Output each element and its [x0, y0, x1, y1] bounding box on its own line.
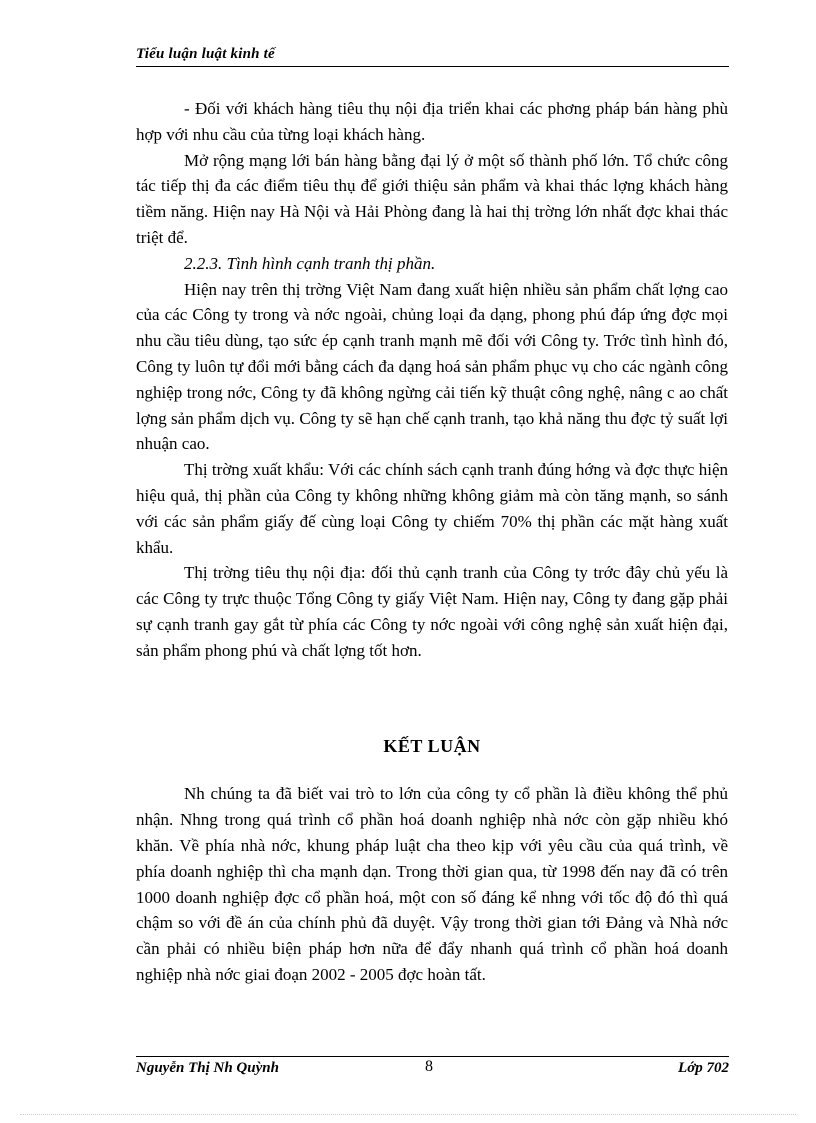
page-header — [136, 46, 729, 67]
footer-class: Lớp 702 — [678, 1060, 729, 1076]
section-heading: 2.2.3. Tình hình cạnh tranh thị phần. — [184, 253, 436, 273]
paragraph: Thị trờng tiêu thụ nội địa: đối thủ cạnh tranh của Công ty trớc đây chủ yếu là các Công ty trực thuộc Tổng Công ty giấy Việt Nam. Hiện nay, Công ty đang gặp phải sự cạnh tranh gay gắt từ phía các Công ty nớc ngoài với công nghệ sản xuất hiện đại, sản phẩm phong phú và chất lợng tốt hơn. — [136, 563, 728, 660]
paragraph: Thị trờng xuất khẩu: Với các chính sách cạnh tranh đúng hớng và đợc thực hiện hiệu quả, thị phần của Công ty không những không giảm mà còn tăng mạnh, so sánh với các sản phẩm giấy đế cùng loại Công ty chiếm 70% thị phần các mặt hàng xuất khẩu. — [136, 460, 728, 557]
conclusion-title: KẾT LUẬN — [383, 735, 481, 756]
footer-author: Nguyễn Thị Nh Quỳnh — [136, 1060, 279, 1076]
paragraph: Hiện nay trên thị trờng Việt Nam đang xuất hiện nhiều sản phẩm chất lợng cao của các Công ty trong và nớc ngoài, chủng loại đa dạng, phong phú đáp ứng đợc mọi nhu cầu tiêu dùng, tạo sức ép cạnh tranh mạnh mẽ đối với Công ty. Trớc tình hình đó, Công ty luôn tự đổi mới bằng cách đa dạng hoá sản phẩm phục vụ cho các ngành công nghiệp trong nớc, Công ty đã không ngừng cải tiến kỹ thuật công nghệ, nâng c ao chất lợng sản phẩm dịch vụ. Công ty sẽ hạn chế cạnh tranh, tạo khả năng thu đợc tỷ suất lợi nhuận cao. — [136, 279, 728, 454]
document-body — [136, 96, 728, 988]
page-number: 8 — [425, 1058, 433, 1075]
page-edge-divider — [20, 1114, 796, 1115]
page-footer — [136, 1056, 729, 1077]
conclusion-paragraph: Nh chúng ta đã biết vai trò to lớn của công ty cổ phần là điều không thể phủ nhận. Nhng trong quá trình cổ phần hoá doanh nghiệp nhà nớc còn gặp nhiều khó khăn. Về phía nhà nớc, khung pháp luật cha theo kịp với yêu cầu của quá trình, về phía doanh nghiệp thì cha mạnh dạn. Trong thời gian qua, từ 1998 đến nay đã có trên 1000 doanh nghiệp đợc cổ phần hoá, một con số đáng kể nhng với tốc độ đó thì quá chậm so với đề án của chính phủ đã duyệt. Vậy trong thời gian tới Đảng và Nhà nớc cần phải có nhiều biện pháp hơn nữa để đẩy nhanh quá trình cổ phần hoá doanh nghiệp nhà nớc giai đoạn 2002 - 2005 đợc hoàn tất. — [136, 784, 728, 984]
header-title: Tiểu luận luật kinh tế — [136, 46, 275, 62]
paragraph: - Đối với khách hàng tiêu thụ nội địa triển khai các phơng pháp bán hàng phù hợp với nhu cầu của từng loại khách hàng. — [136, 99, 728, 144]
paragraph: Mở rộng mạng lới bán hàng bằng đại lý ở một số thành phố lớn. Tổ chức công tác tiếp thị đa các điểm tiêu thụ để giới thiệu sản phẩm và khai thác lợng khách hàng tiềm năng. Hiện nay Hà Nội và Hải Phòng đang là hai thị trờng lớn nhất đợc khai thác triệt để. — [136, 150, 728, 247]
